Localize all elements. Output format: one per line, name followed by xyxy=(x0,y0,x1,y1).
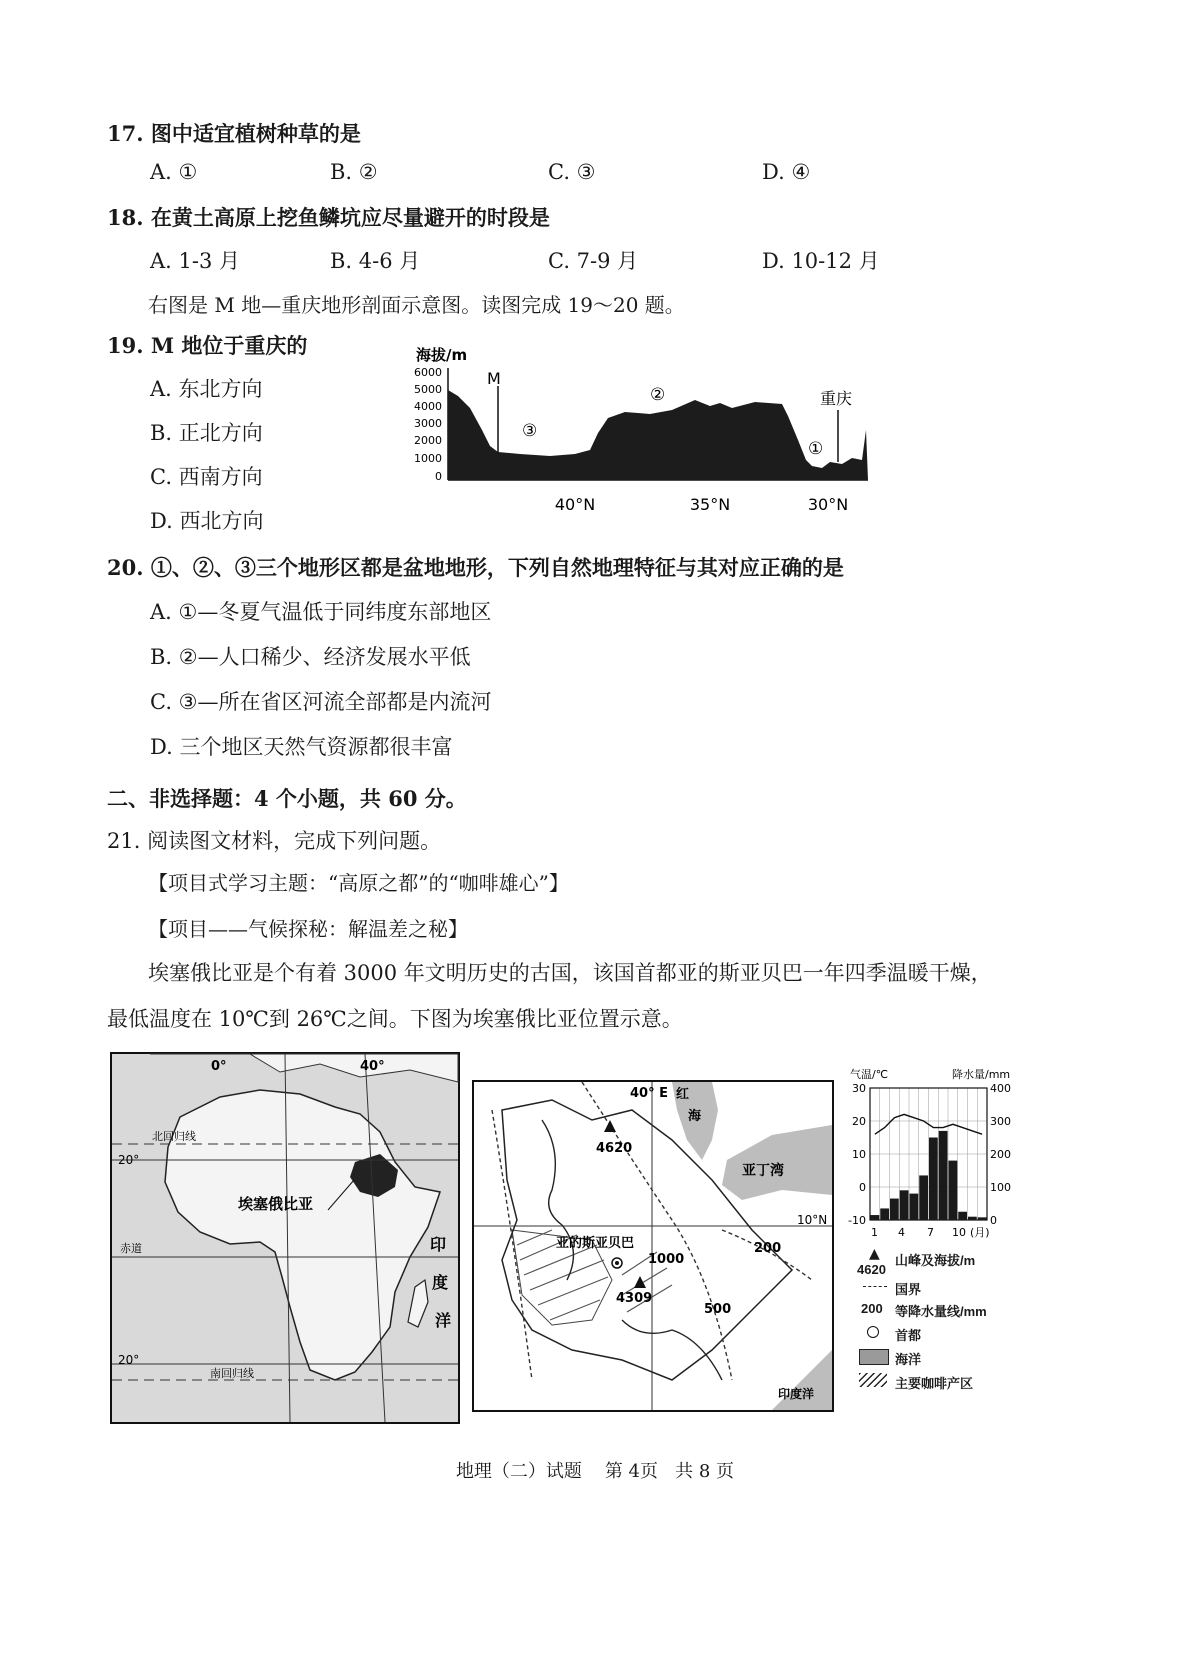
indian-ocean-label: 印 xyxy=(430,1235,447,1254)
profile-region-1: ① xyxy=(808,439,824,459)
q21-paragraph-line2: 最低温度在 10℃到 26℃之间。下图为埃塞俄比亚位置示意。 xyxy=(107,1007,683,1031)
month-tick: (月) xyxy=(970,1226,990,1239)
profile-ytick: 6000 xyxy=(414,366,442,379)
q21-stem: 21. 阅读图文材料，完成下列问题。 xyxy=(107,829,442,853)
border-legend-icon xyxy=(863,1286,887,1287)
temp-tick: 20 xyxy=(852,1115,866,1128)
precip-bar xyxy=(890,1199,899,1220)
temp-tick: 10 xyxy=(852,1148,866,1161)
precip-bar xyxy=(880,1208,889,1220)
map-legend xyxy=(855,1248,1035,1394)
isohyet-label-200: 200 xyxy=(754,1241,782,1256)
precip-tick: 100 xyxy=(990,1181,1011,1194)
q17-option-c[interactable]: C. ③ xyxy=(548,160,596,184)
legend-border-label: 国界 xyxy=(895,1282,922,1297)
precip-bar xyxy=(939,1131,948,1220)
month-tick: 1 xyxy=(871,1226,878,1239)
ethiopia-label: 埃塞俄比亚 xyxy=(238,1195,314,1213)
profile-region-2: ② xyxy=(650,385,666,405)
q21-theme: 【项目式学习主题：“高原之都”的“咖啡雄心”】 xyxy=(148,871,569,895)
precip-tick: 300 xyxy=(990,1115,1011,1128)
lon-label-40e: 40° E xyxy=(630,1086,668,1101)
q19-stem: 19. M 地位于重庆的 xyxy=(107,333,308,358)
temp-tick: 30 xyxy=(852,1082,866,1095)
precip-bar xyxy=(871,1215,880,1220)
capital-marker-dot xyxy=(615,1261,619,1265)
month-tick: 4 xyxy=(898,1226,905,1239)
tropic-south-label: 南回归线 xyxy=(210,1367,254,1380)
q18-option-c[interactable]: C. 7-9 月 xyxy=(548,249,639,273)
profile-xtick: 35°N xyxy=(689,495,731,514)
africa-location-map xyxy=(110,1052,460,1424)
q20-option-b[interactable]: B. ②—人口稀少、经济发展水平低 xyxy=(150,645,471,669)
profile-xtick: 30°N xyxy=(807,495,849,514)
red-sea-label: 红 xyxy=(676,1087,690,1102)
precip-bar xyxy=(968,1217,977,1220)
profile-ytick: 5000 xyxy=(414,383,442,396)
q19-option-b[interactable]: B. 正北方向 xyxy=(150,421,263,445)
precip-tick: 0 xyxy=(990,1214,997,1227)
precip-bar xyxy=(978,1217,987,1220)
isohyet-label-1000: 1000 xyxy=(648,1252,685,1267)
legend-ocean-label: 海洋 xyxy=(895,1352,922,1367)
capital-legend-icon xyxy=(867,1326,879,1338)
lat-label-20n: 20° xyxy=(118,1153,140,1167)
climate-precip-label: 降水量/mm xyxy=(952,1068,1011,1081)
precip-bar xyxy=(929,1138,938,1221)
q18-option-d[interactable]: D. 10-12 月 xyxy=(762,249,880,273)
lon-label-0: 0° xyxy=(211,1059,227,1074)
terrain-profile-figure xyxy=(410,338,880,528)
precip-tick: 400 xyxy=(990,1082,1011,1095)
tropic-north-label: 北回归线 xyxy=(152,1130,196,1143)
profile-ytick: 3000 xyxy=(414,417,442,430)
q21-project: 【项目——气候探秘：解温差之秘】 xyxy=(148,917,468,941)
profile-ytick: 1000 xyxy=(414,452,442,465)
precip-bar xyxy=(900,1190,909,1220)
q18-option-b[interactable]: B. 4-6 月 xyxy=(330,249,421,273)
legend-coffee-label: 主要咖啡产区 xyxy=(895,1376,974,1391)
precip-tick: 200 xyxy=(990,1148,1011,1161)
capital-label: 亚的斯亚贝巴 xyxy=(556,1236,635,1251)
q17-option-b[interactable]: B. ② xyxy=(330,160,378,184)
profile-label-m: M xyxy=(487,369,501,388)
q17-option-a[interactable]: A. ① xyxy=(150,160,198,184)
q20-option-d[interactable]: D. 三个地区天然气资源都很丰富 xyxy=(150,735,453,759)
q19-option-d[interactable]: D. 西北方向 xyxy=(150,509,264,533)
indian-ocean-label: 度 xyxy=(432,1273,449,1292)
q19-option-a[interactable]: A. 东北方向 xyxy=(150,377,263,401)
q18-stem: 18. 在黄土高原上挖鱼鳞坑应尽量避开的时段是 xyxy=(107,205,550,230)
precip-bar xyxy=(910,1194,919,1220)
ethiopia-detail-map xyxy=(472,1080,834,1412)
ocean-legend-icon xyxy=(859,1349,889,1365)
precip-bar xyxy=(958,1212,967,1220)
q20-option-a[interactable]: A. ①—冬夏气温低于同纬度东部地区 xyxy=(150,600,492,624)
peak-4309-label: 4309 xyxy=(616,1291,653,1306)
climate-temp-label: 气温/℃ xyxy=(850,1068,889,1081)
profile-ylabel: 海拔/m xyxy=(416,346,468,364)
intro-19-20: 右图是 M 地—重庆地形剖面示意图。读图完成 19～20 题。 xyxy=(148,293,685,317)
equator-label: 赤道 xyxy=(120,1242,142,1255)
peak-legend-value: 4620 xyxy=(857,1262,886,1277)
q17-option-d[interactable]: D. ④ xyxy=(762,160,811,184)
profile-region-3: ③ xyxy=(522,421,538,441)
profile-ytick: 0 xyxy=(435,470,442,483)
profile-ytick: 4000 xyxy=(414,400,442,413)
q19-option-c[interactable]: C. 西南方向 xyxy=(150,465,263,489)
isohyet-legend-value: 200 xyxy=(861,1301,883,1316)
legend-peak-label: 山峰及海拔/m xyxy=(895,1253,976,1268)
legend-isohyet-label: 等降水量线/mm xyxy=(895,1304,987,1319)
q20-stem: 20. ①、②、③三个地形区都是盆地地形，下列自然地理特征与其对应正确的是 xyxy=(107,555,844,580)
section-2-heading: 二、非选择题：4 个小题，共 60 分。 xyxy=(107,786,467,811)
q17-stem: 17. 图中适宜植树种草的是 xyxy=(107,121,361,146)
lat-label-10n: 10°N xyxy=(797,1213,828,1227)
page-footer: 地理（二）试题 第 4页 共 8 页 xyxy=(455,1461,735,1482)
indian-ocean-label: 印度洋 xyxy=(778,1387,815,1401)
legend-capital-label: 首都 xyxy=(895,1328,922,1343)
precip-bar xyxy=(919,1175,928,1220)
q18-option-a[interactable]: A. 1-3 月 xyxy=(150,249,241,273)
lat-label-20s: 20° xyxy=(118,1353,140,1367)
coffee-legend-icon xyxy=(859,1373,887,1387)
gulf-of-aden-label: 亚丁湾 xyxy=(742,1163,784,1179)
climate-chart xyxy=(840,1064,1030,1246)
month-tick: 7 xyxy=(927,1226,934,1239)
profile-ytick: 2000 xyxy=(414,434,442,447)
temp-tick: -10 xyxy=(848,1214,866,1227)
precip-bar xyxy=(949,1161,958,1220)
q20-option-c[interactable]: C. ③—所在省区河流全部都是内流河 xyxy=(150,690,492,714)
month-tick: 10 xyxy=(952,1226,966,1239)
temp-tick: 0 xyxy=(859,1181,866,1194)
peak-legend-icon: ▲ xyxy=(869,1246,880,1262)
profile-label-chongqing: 重庆 xyxy=(820,389,853,408)
isohyet-label-500: 500 xyxy=(704,1302,732,1317)
q21-paragraph-line1: 埃塞俄比亚是个有着 3000 年文明历史的古国，该国首都亚的斯亚贝巴一年四季温暖干燥， xyxy=(148,961,992,985)
red-sea-label: 海 xyxy=(688,1109,702,1124)
indian-ocean-label: 洋 xyxy=(435,1311,452,1330)
profile-xtick: 40°N xyxy=(554,495,596,514)
peak-4620-label: 4620 xyxy=(596,1141,633,1156)
lon-label-40: 40° xyxy=(360,1059,385,1074)
